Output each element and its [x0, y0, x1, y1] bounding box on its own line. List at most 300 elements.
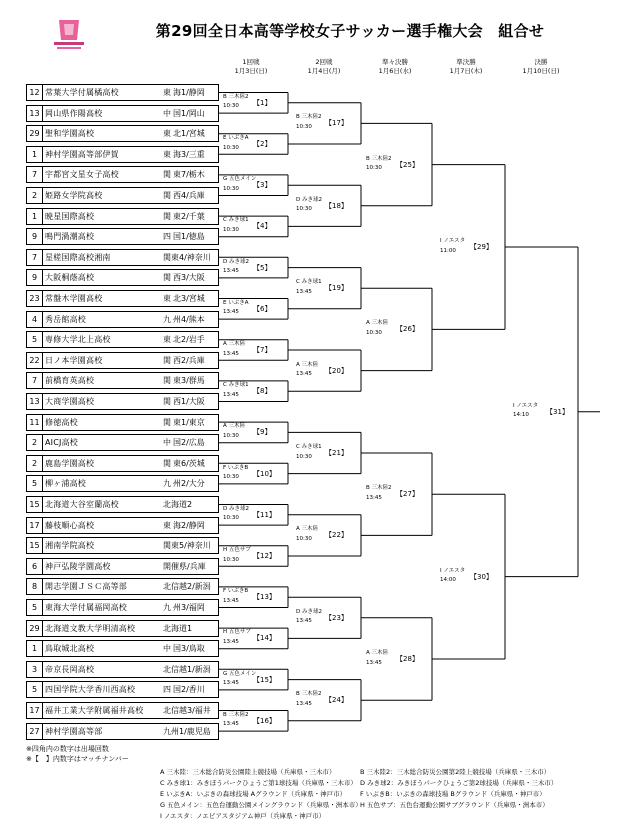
match-venue: A 三木陸	[366, 650, 389, 656]
team-seed: 15	[27, 497, 43, 512]
round-date: 1月7日(木)	[449, 66, 483, 75]
match-info	[223, 300, 249, 316]
match-time: 10:30	[223, 515, 239, 522]
match-venue: A 三木陸	[223, 423, 246, 430]
match-venue: I ノエスタ	[440, 238, 466, 244]
team-region: 九	[163, 603, 171, 612]
match-venue: E いぶきA	[223, 135, 249, 141]
venue-c: C みき球1：みきぼうパークひょうご第1球技場（兵庫県・三木市）	[160, 779, 357, 787]
team-prefecture: 国1/岡山	[173, 108, 205, 118]
venue-e: E いぶきA：いぶきの森球技場 Aグラウンド（兵庫県・神戸市）	[160, 790, 347, 798]
team-row	[26, 661, 219, 678]
round-name: 準々決勝	[382, 58, 408, 66]
match-number: 【9】	[253, 428, 272, 437]
match-venue: I ノエスタ	[440, 567, 466, 574]
note-match-number: ※【 】内数字はマッチナンバー	[26, 755, 129, 763]
match-number: 【15】	[253, 675, 276, 684]
team-seed: 29	[27, 126, 43, 141]
team-prefecture: 東6/茨城	[173, 458, 205, 468]
match-venue: H 五色サブ	[223, 547, 251, 553]
team-row	[26, 146, 219, 163]
match-info	[366, 650, 388, 666]
match-time: 10:30	[296, 453, 312, 460]
team-region: 関	[163, 273, 171, 283]
team-region: 東	[163, 335, 171, 345]
team-region: 四	[163, 232, 171, 242]
team-prefecture: 東3/群馬	[173, 376, 205, 386]
team-seed: 12	[27, 85, 43, 100]
team-row	[26, 640, 219, 657]
team-name: 宇都宮文星女子高校	[45, 170, 119, 180]
match-time: 13:45	[296, 371, 312, 378]
team-row	[26, 84, 219, 101]
match-time: 13:45	[223, 721, 239, 728]
team-name: 聖和学園高校	[45, 129, 95, 139]
match-time: 13:45	[223, 268, 239, 275]
team-name: 福井工業大学附属福井高校	[45, 706, 144, 715]
team-name: 開志学園ＪＳＣ高等部	[45, 582, 127, 592]
match-time: 10:30	[296, 535, 312, 542]
match-info	[366, 320, 388, 336]
team-prefecture: 西4/兵庫	[173, 191, 205, 200]
match-venue: B 三木陸2	[223, 93, 249, 100]
team-name: 常葉大学付属橘高校	[45, 88, 119, 97]
round-date: 1月3日(日)	[234, 66, 268, 75]
match-number: 【19】	[325, 284, 348, 293]
match-venue: C みき球1	[296, 444, 322, 450]
match-number: 【24】	[325, 696, 348, 705]
match-venue: C みき球1	[223, 217, 249, 224]
team-name: 藤枝順心高校	[45, 520, 95, 530]
team-prefecture: 国3/鳥取	[173, 644, 205, 654]
match-info	[296, 362, 318, 378]
team-row	[26, 517, 219, 534]
match-venue: B 三木陸2	[366, 485, 392, 492]
team-row	[26, 125, 219, 142]
match-time: 13:45	[366, 659, 382, 666]
team-region: 関	[163, 397, 171, 406]
team-region: 四	[163, 685, 171, 695]
team-prefecture: 州4/熊本	[173, 314, 205, 324]
match-number: 【2】	[253, 140, 272, 148]
match-number: 【10】	[253, 469, 276, 478]
team-seed: 15	[27, 538, 43, 553]
team-row	[26, 372, 219, 389]
team-prefecture: 北3/宮城	[173, 294, 205, 303]
team-prefecture: 西1/大阪	[173, 397, 205, 406]
match-info	[223, 712, 249, 728]
match-info	[296, 444, 322, 460]
team-name: 常盤木学園高校	[45, 294, 103, 303]
team-prefecture: 州3/福岡	[173, 603, 205, 612]
team-row	[26, 290, 219, 307]
team-name: 姫路女学院高校	[45, 191, 103, 200]
team-region: 九	[163, 726, 171, 736]
team-name: 暁星国際高校	[45, 211, 95, 221]
match-number: 【21】	[325, 449, 348, 457]
match-number: 【5】	[253, 263, 272, 272]
team-row	[26, 249, 219, 266]
match-venue: I ノエスタ	[513, 402, 539, 409]
team-row	[26, 578, 219, 595]
team-prefecture: 国2/広島	[173, 438, 205, 448]
team-row	[26, 681, 219, 698]
team-seed: 13	[27, 106, 43, 121]
team-prefecture: 北2/岩手	[173, 335, 205, 345]
team-name: AICJ高校	[45, 438, 78, 448]
match-time: 10:30	[223, 185, 239, 192]
match-number: 【13】	[253, 593, 276, 602]
match-time: 13:45	[296, 618, 312, 625]
team-row	[26, 208, 219, 225]
team-region: 東	[163, 149, 171, 159]
page-title: 第29回全日本高等学校女子サッカー選手権大会 組合せ	[155, 22, 545, 40]
match-time: 13:45	[296, 288, 312, 295]
round-name: 2回戦	[315, 58, 333, 66]
match-venue: F いぶきB	[223, 464, 249, 471]
venue-a: A 三木陸：三木総合防災公園陸上競技場（兵庫県・三木市）	[160, 768, 336, 776]
team-name: 四国学院大学香川西高校	[45, 685, 136, 695]
round-name: 準決勝	[456, 58, 476, 66]
match-number: 【16】	[253, 716, 276, 725]
match-number: 【23】	[325, 613, 348, 622]
match-venue: B 三木陸2	[296, 691, 322, 698]
match-number: 【28】	[396, 655, 419, 663]
team-row	[26, 311, 219, 328]
team-region: 北信越3/福井	[163, 706, 211, 715]
team-prefecture: 北1/宮城	[173, 129, 205, 139]
team-seed: 11	[27, 415, 43, 430]
team-seed: 2	[27, 456, 43, 471]
team-row	[26, 166, 219, 183]
match-info	[223, 341, 245, 357]
team-row	[26, 269, 219, 286]
match-time: 10:30	[296, 206, 312, 213]
team-prefecture: 西3/大阪	[173, 273, 205, 283]
match-info	[296, 691, 322, 707]
team-name: 神村学園高等部伊賀	[45, 149, 119, 159]
match-number: 【8】	[253, 387, 272, 396]
match-venue: B 三木陸2	[296, 114, 322, 121]
match-venue: D みき球2	[296, 196, 322, 203]
match-time: 11:00	[440, 247, 456, 254]
team-seed: 29	[27, 621, 43, 636]
match-time: 10:30	[296, 123, 312, 130]
team-row	[26, 599, 219, 616]
team-row	[26, 393, 219, 410]
match-time: 13:45	[223, 391, 239, 398]
team-row	[26, 558, 219, 575]
match-info	[223, 217, 249, 233]
team-prefecture: 国1/徳島	[173, 232, 205, 242]
match-time: 10:30	[366, 165, 382, 172]
team-region: 関	[163, 417, 171, 427]
team-name: 専修大学北上高校	[45, 335, 111, 345]
match-info	[223, 135, 249, 151]
team-row	[26, 187, 219, 204]
match-venue: G 五色メイン	[223, 176, 257, 183]
match-number: 【6】	[253, 304, 272, 313]
team-region: 北信越2/新潟	[163, 582, 211, 592]
team-seed: 3	[27, 662, 43, 677]
match-time: 13:45	[223, 680, 239, 687]
team-prefecture: 東4/神奈川	[171, 252, 211, 262]
match-venue: B 三木陸2	[223, 711, 249, 718]
match-number: 【30】	[470, 572, 493, 581]
match-number: 【27】	[396, 490, 419, 499]
team-row	[26, 537, 219, 554]
team-region: 東	[163, 294, 171, 303]
team-seed: 4	[27, 312, 43, 327]
match-venue: D みき球2	[223, 258, 249, 265]
team-region: 関	[163, 541, 171, 551]
round-date: 1月6日(水)	[378, 66, 412, 75]
team-seed: 9	[27, 229, 43, 244]
match-info	[296, 279, 322, 295]
match-info	[366, 156, 392, 172]
team-row	[26, 496, 219, 513]
team-seed: 5	[27, 600, 43, 615]
team-prefecture: 東5/神奈川	[171, 541, 211, 551]
team-name: 星槎国際高校湘南	[45, 252, 111, 262]
team-prefecture: 海1/静岡	[173, 88, 205, 97]
match-number: 【7】	[253, 346, 272, 354]
match-number: 【17】	[325, 119, 348, 128]
match-info	[223, 629, 251, 645]
match-time: 10:30	[223, 474, 239, 481]
team-region: 東	[163, 129, 171, 139]
team-region: 関	[163, 376, 171, 386]
team-row	[26, 414, 219, 431]
team-name: 秀岳館高校	[45, 314, 86, 324]
team-name: 修徳高校	[45, 417, 78, 427]
match-info	[223, 465, 248, 481]
match-time: 10:30	[223, 226, 239, 233]
team-name: 鳥取城北高校	[45, 644, 95, 654]
team-name: 柳ヶ浦高校	[45, 479, 86, 489]
team-seed: 1	[27, 641, 43, 656]
team-region: 関	[163, 191, 171, 200]
team-row	[26, 702, 219, 719]
match-number: 【18】	[325, 201, 348, 210]
team-name: 大阪桐蔭高校	[45, 273, 95, 283]
match-info	[296, 197, 322, 213]
team-prefecture: 東1/東京	[173, 417, 205, 427]
team-name: 北海道文教大学明清高校	[45, 623, 136, 633]
round-name: 1回戦	[242, 58, 260, 66]
venue-b: B 三木陸2：三木総合防災公園第2陸上競技場（兵庫県・三木市）	[360, 768, 551, 776]
match-time: 10:30	[223, 432, 239, 439]
match-time: 13:45	[366, 494, 382, 501]
team-seed: 5	[27, 682, 43, 697]
match-number: 【31】	[546, 407, 569, 416]
team-region: 九	[163, 314, 171, 324]
team-name: 東海大学付属福岡高校	[45, 603, 127, 612]
match-info	[440, 568, 465, 584]
team-region: 中	[163, 644, 171, 654]
match-venue: G 五色メイン	[223, 670, 257, 677]
match-info	[366, 485, 392, 501]
match-venue: A 三木陸	[366, 320, 389, 327]
match-number: 【25】	[396, 160, 419, 169]
team-region: 関	[163, 211, 171, 221]
team-region: 北信越1/新潟	[163, 664, 211, 674]
match-venue: C みき球1	[296, 279, 322, 286]
team-seed: 17	[27, 518, 43, 533]
match-number: 【11】	[253, 510, 276, 519]
match-venue: A 三木陸	[296, 361, 319, 368]
team-seed: 27	[27, 724, 43, 739]
team-seed: 17	[27, 703, 43, 718]
match-number: 【29】	[470, 243, 493, 251]
match-time: 13:45	[223, 597, 239, 604]
team-row	[26, 475, 219, 492]
match-time: 13:45	[296, 700, 312, 707]
match-venue: A 三木陸	[223, 341, 246, 347]
team-region: 北海道1	[163, 623, 193, 633]
team-seed: 7	[27, 167, 43, 182]
team-seed: 8	[27, 579, 43, 594]
round-name: 決勝	[534, 58, 548, 66]
match-info	[223, 547, 251, 563]
match-info	[223, 259, 249, 275]
team-seed: 7	[27, 373, 43, 388]
match-number: 【20】	[325, 366, 348, 375]
match-venue: A 三木陸	[296, 526, 319, 533]
match-time: 13:45	[223, 309, 239, 316]
match-time: 10:30	[223, 103, 239, 110]
match-number: 【1】	[253, 98, 272, 107]
match-info	[296, 526, 318, 542]
match-time: 14:00	[440, 577, 456, 584]
team-seed: 23	[27, 291, 43, 306]
team-prefecture: 海2/静岡	[173, 520, 205, 530]
match-number: 【22】	[325, 531, 348, 540]
team-seed: 13	[27, 394, 43, 409]
match-time: 10:30	[223, 144, 239, 151]
match-venue: E いぶきA	[223, 299, 249, 306]
team-region: 関	[163, 170, 171, 180]
round-date: 1月4日(月)	[307, 66, 341, 75]
match-time: 14:10	[513, 412, 529, 419]
team-seed: 9	[27, 270, 43, 285]
team-row	[26, 434, 219, 451]
match-info	[296, 609, 322, 625]
team-seed: 2	[27, 188, 43, 203]
round-date: 1月10日(日)	[522, 66, 560, 75]
match-info	[223, 506, 249, 522]
match-venue: D みき球2	[296, 608, 322, 615]
team-seed: 1	[27, 209, 43, 224]
venue-d: D みき球2：みきぼうパークひょうご第2球技場（兵庫県・三木市）	[360, 779, 558, 787]
match-venue: D みき球2	[223, 505, 249, 512]
match-number: 【26】	[396, 325, 419, 334]
team-seed: 6	[27, 559, 43, 574]
team-name: 帝京長岡高校	[45, 664, 95, 674]
team-row	[26, 228, 219, 245]
team-seed: 5	[27, 476, 43, 491]
note-appearances: ※四角内の数字は出場回数	[26, 745, 109, 753]
match-info	[513, 403, 538, 419]
team-prefecture: 州2/大分	[173, 479, 205, 489]
match-info	[223, 423, 245, 439]
team-prefecture: 海3/三重	[173, 149, 205, 159]
match-venue: B 三木陸2	[366, 155, 392, 162]
match-number: 【3】	[253, 181, 272, 190]
team-row	[26, 352, 219, 369]
match-info	[223, 588, 248, 604]
match-venue: H 五色サブ	[223, 629, 251, 636]
team-seed: 1	[27, 147, 43, 162]
match-number: 【12】	[253, 552, 276, 560]
team-region: 開催県/兵庫	[163, 561, 206, 571]
match-number: 【14】	[253, 634, 276, 643]
venue-i: I ノエスタ：ノエビアスタジアム神戸（兵庫県・神戸市）	[160, 812, 326, 820]
venue-h: H 五色サブ：五色台運動公園サブグラウンド（兵庫県・洲本市）	[360, 801, 549, 809]
venue-g: G 五色メイン：五色台運動公園メイングラウンド（兵庫県・洲本市）	[160, 801, 362, 809]
match-info	[440, 238, 465, 254]
match-info	[223, 176, 256, 192]
team-seed: 7	[27, 250, 43, 265]
match-info	[223, 94, 249, 110]
team-name: 日ノ本学園高校	[45, 355, 103, 365]
team-row	[26, 455, 219, 472]
match-venue: F いぶきB	[223, 588, 249, 595]
team-region: 東	[163, 520, 171, 530]
team-prefecture: 国2/香川	[173, 685, 205, 695]
team-name: 岡山県作陽高校	[45, 108, 103, 118]
match-time: 13:45	[223, 350, 239, 357]
team-region: 関	[163, 252, 171, 262]
team-prefecture: 州1/鹿児島	[171, 726, 211, 736]
venue-f: F いぶきB：いぶきの森球技場 Bグラウンド（兵庫県・神戸市）	[360, 790, 546, 798]
match-info	[223, 671, 256, 687]
match-venue: C みき球1	[223, 382, 249, 389]
match-info	[223, 382, 249, 398]
team-name: 鹿島学園高校	[45, 458, 95, 468]
team-name: 北海道大谷室蘭高校	[45, 500, 119, 509]
team-prefecture: 西2/兵庫	[173, 355, 205, 365]
team-row	[26, 723, 219, 740]
team-name: 神戸弘陵学園高校	[45, 561, 111, 571]
team-seed: 2	[27, 435, 43, 450]
team-prefecture: 東2/千葉	[173, 211, 205, 221]
team-region: 関	[163, 355, 171, 365]
team-region: 北海道2	[163, 500, 193, 509]
match-time: 13:45	[223, 638, 239, 645]
team-name: 鳴門渦潮高校	[45, 232, 95, 242]
team-name: 前橋育英高校	[45, 376, 95, 386]
team-seed: 22	[27, 353, 43, 368]
team-region: 中	[163, 108, 171, 118]
match-number: 【4】	[253, 222, 272, 231]
match-info	[296, 114, 322, 130]
team-row	[26, 620, 219, 637]
team-seed: 5	[27, 332, 43, 347]
team-name: 湘南学院高校	[45, 541, 95, 551]
team-prefecture: 東7/栃木	[173, 170, 205, 180]
team-region: 中	[163, 438, 171, 448]
match-time: 10:30	[223, 556, 239, 563]
team-region: 関	[163, 458, 171, 468]
team-name: 神村学園高等部	[45, 726, 103, 736]
match-time: 10:30	[366, 329, 382, 336]
team-region: 東	[163, 88, 171, 97]
team-row	[26, 105, 219, 122]
team-region: 九	[163, 479, 171, 489]
team-row	[26, 331, 219, 348]
team-name: 大商学園高校	[45, 397, 95, 406]
